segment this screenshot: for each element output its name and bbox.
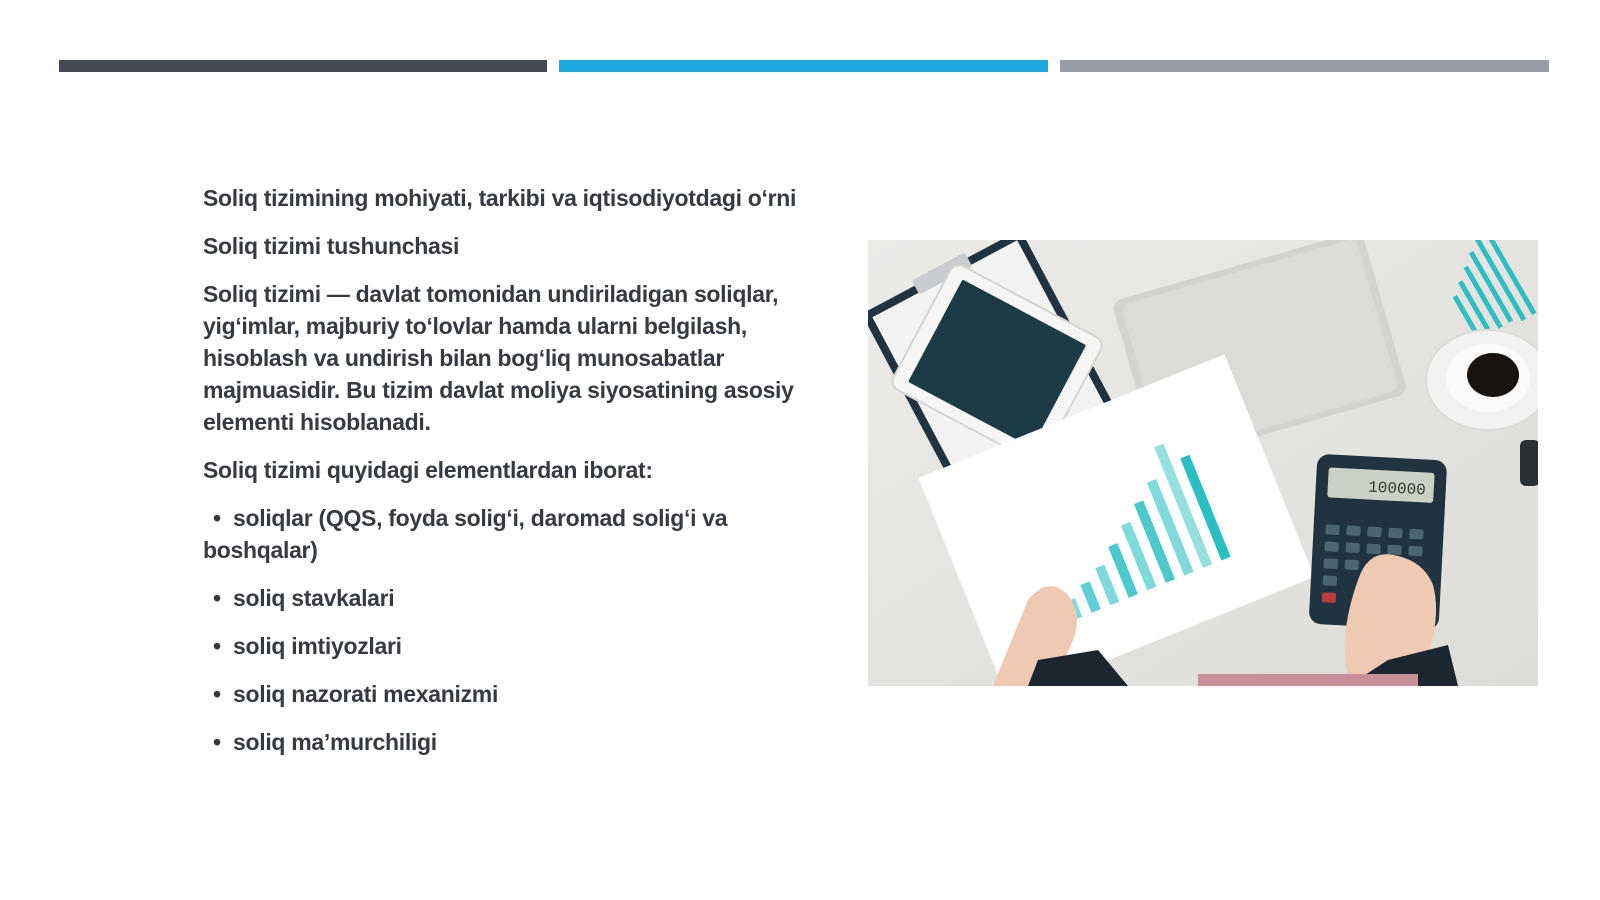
notebook-edge [1198, 674, 1418, 686]
slide-heading: Soliq tizimining mohiyati, tarkibi va iqtisodiyotdagi o‘rni [203, 185, 797, 211]
list-item [203, 726, 823, 758]
calculator-display-value: 100000 [1367, 478, 1427, 500]
accent-bar-blue [559, 60, 1048, 72]
bullet-icon: • [213, 681, 221, 707]
bullet-icon: • [213, 729, 221, 755]
bullet-icon: • [213, 633, 221, 659]
list-item [203, 582, 823, 614]
bullet-icon: • [213, 585, 221, 611]
list-item-text: soliq stavkalari [233, 585, 395, 611]
accent-bar-gray [1060, 60, 1549, 72]
phone-edge [1520, 440, 1538, 486]
list-item [203, 678, 823, 710]
element-list [203, 502, 823, 758]
slide-subheading: Soliq tizimi tushunchasi [203, 233, 460, 259]
list-intro: Soliq tizimi quyidagi elementlardan iborat: [203, 457, 653, 483]
definition-paragraph: Soliq tizimi — davlat tomonidan undiriladigan soliqlar, yig‘imlar, majburiy to‘lovlar hamda ularni belgilash, hisoblash va undirish bilan bog‘liq munosabatlar majmuasidir. Bu tizim davlat moliya siyosatining asosiy elementi hisoblanadi. [203, 281, 794, 435]
slide-text [203, 182, 823, 774]
coffee-cup [1426, 330, 1538, 430]
list-item-text: soliq nazorati mexanizmi [233, 681, 499, 707]
bullet-icon: • [213, 505, 221, 531]
finance-desk-photo [868, 240, 1538, 686]
list-item-text: soliqlar (QQS, foyda solig‘i, daromad solig‘i va boshqalar) [203, 505, 728, 563]
list-item-text: soliq imtiyozlari [233, 633, 402, 659]
list-item [203, 630, 823, 662]
desk-illustration [868, 240, 1538, 686]
list-item-text: soliq ma’murchiligi [233, 729, 437, 755]
accent-bar-dark [59, 60, 547, 72]
list-item [203, 502, 823, 566]
